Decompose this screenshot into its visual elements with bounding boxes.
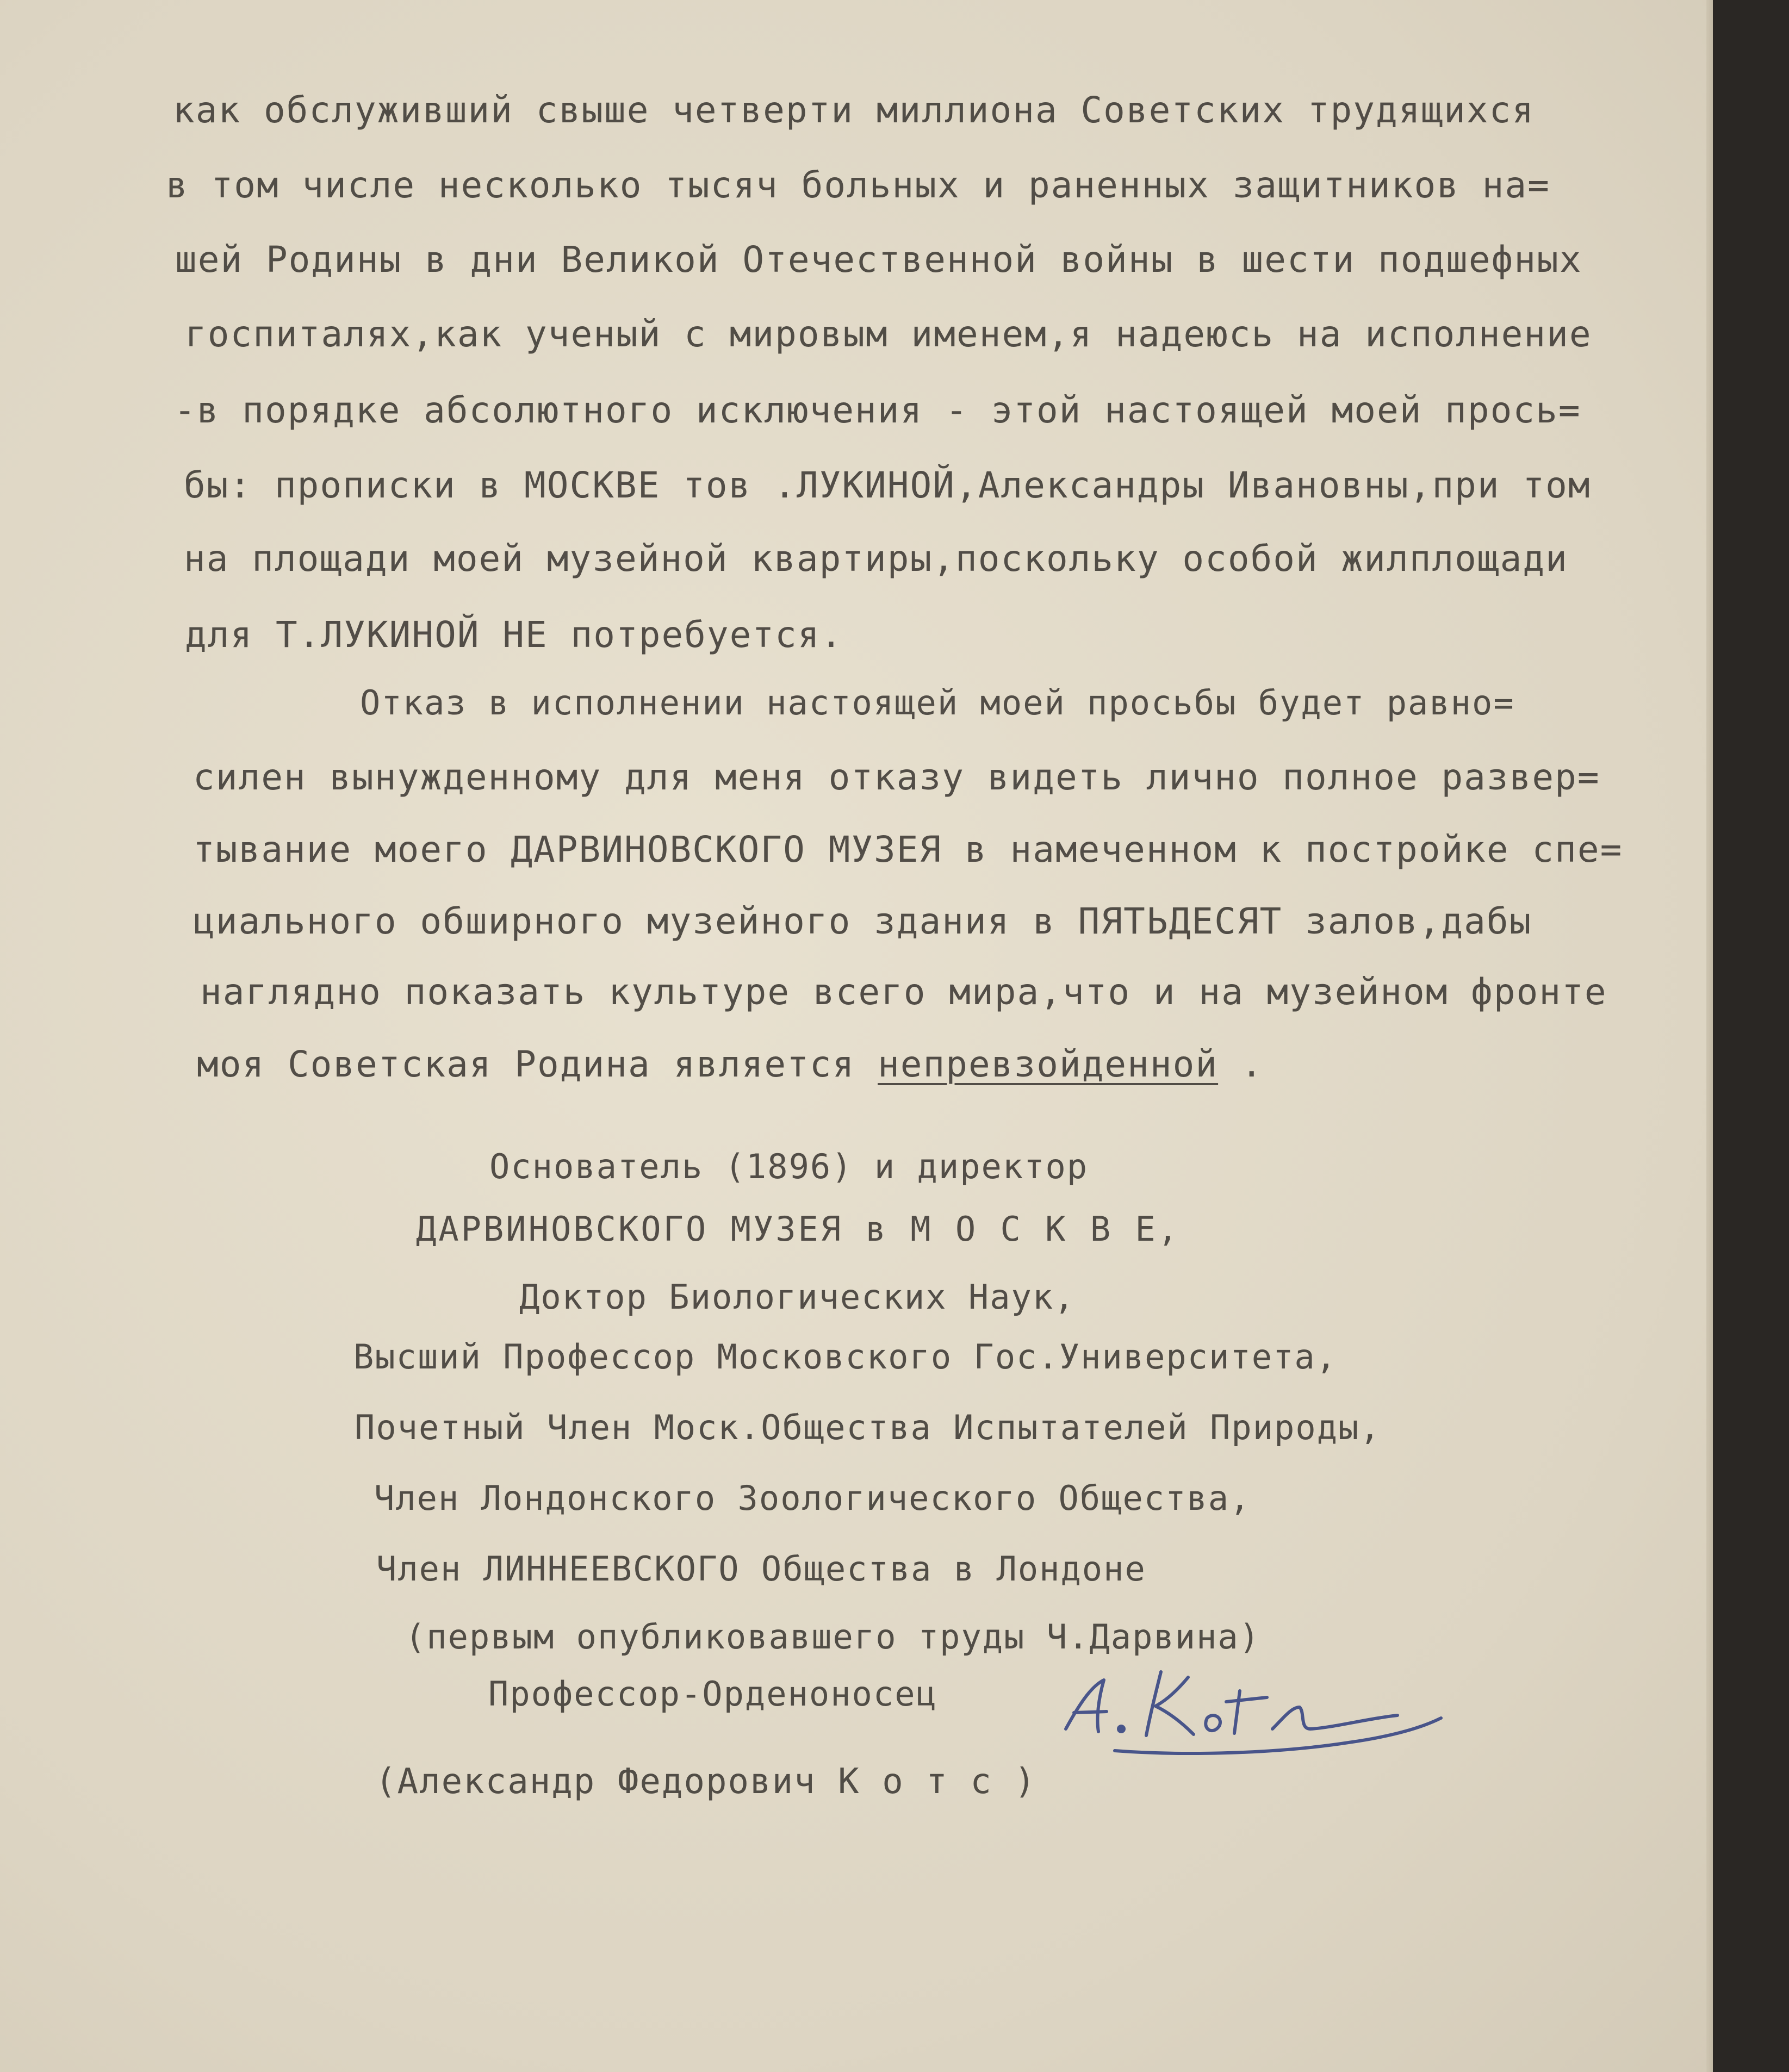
- professor-title: Профессор-Орденоносец: [488, 1674, 937, 1714]
- paragraph-1-line-7: на площади моей музейной квартиры,поскольку особой жилплощади: [184, 538, 1568, 580]
- credential-london-zoo: Член Лондонского Зоологического Общества,: [374, 1478, 1251, 1518]
- paragraph-2-line-3: тывание моего ДАРВИНОВСКОГО МУЗЕЯ в намеченном к постройке спе=: [193, 829, 1623, 870]
- credential-founder: Основатель (1896) и директор: [489, 1147, 1089, 1186]
- credential-moscow-society: Почетный Член Моск.Общества Испытателей Природы,: [355, 1408, 1381, 1447]
- page-edge-shadow: [1706, 0, 1713, 2072]
- credential-note: (первым опубликовавшего труды Ч.Дарвина): [405, 1617, 1261, 1657]
- handwritten-signature: [1044, 1647, 1468, 1772]
- last-line-end: .: [1218, 1043, 1264, 1085]
- paragraph-1-line-8: для Т.ЛУКИНОЙ НЕ потребуется.: [185, 614, 843, 656]
- paragraph-1-line-1: как обслуживший свыше четверти миллиона Советских трудящихся: [173, 89, 1535, 131]
- paragraph-1-line-3: шей Родины в дни Великой Отечественной войны в шести подшефных: [175, 239, 1582, 281]
- last-line-start: моя Советская Родина является: [197, 1043, 878, 1085]
- paragraph-1-line-2: в том числе несколько тысяч больных и раненных защитников на=: [166, 164, 1550, 206]
- paragraph-2-line-5: наглядно показать культуре всего мира,что и на музейном фронте: [200, 971, 1607, 1013]
- paragraph-2-line-4: циального обширного музейного здания в ПЯТЬДЕСЯТ залов,дабы: [193, 900, 1532, 942]
- paragraph-1-line-4: госпиталях,как ученый с мировым именем,я надеюсь на исполнение: [185, 313, 1592, 355]
- paragraph-2-line-6: [197, 1043, 1264, 1085]
- underlined-word: непревзойденной: [878, 1043, 1219, 1085]
- paragraph-2-line-1: Отказ в исполнении настоящей моей просьбы будет равно=: [360, 683, 1515, 723]
- credential-museum: ДАРВИНОВСКОГО МУЗЕЯ в М О С К В Е,: [416, 1209, 1181, 1249]
- paragraph-2-line-2: силен вынужденному для меня отказу видеть лично полное развер=: [193, 756, 1600, 798]
- credential-doctor: Доктор Биологических Наук,: [519, 1277, 1076, 1317]
- credential-professor: Высший Профессор Московского Гос.Университета,: [353, 1337, 1338, 1377]
- author-name: (Александр Федорович К о т с ): [375, 1762, 1036, 1802]
- credential-linnean: Член ЛИННЕЕВСКОГО Общества в Лондоне: [376, 1549, 1146, 1589]
- paragraph-1-line-5: -в порядке абсолютного исключения - этой настоящей моей прось=: [174, 389, 1581, 431]
- paragraph-1-line-6: бы: прописки в МОСКВЕ тов .ЛУКИНОЙ,Александры Ивановны,при том: [184, 464, 1591, 506]
